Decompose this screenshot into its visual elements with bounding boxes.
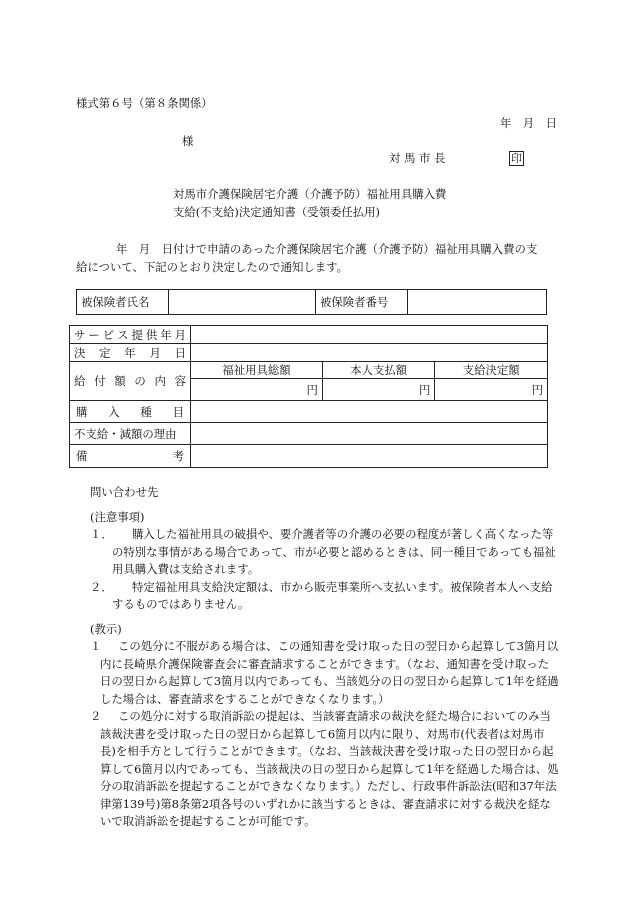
contact-label: 問い合わせ先 — [90, 485, 159, 499]
yen-unit: 円 — [306, 382, 318, 397]
seal-text: 印 — [511, 152, 522, 165]
instruction-text: この処分に不服がある場合は、この通知書を受け取った日の翌日から起算して3箇月以内に長崎県介護保険審査会に審査請求することができます。（なお、通知書を受け取った日の翌日から起算して3箇月以内であっても、当該処分の日の翌日から起算して1年を経過した場合は、審査請求をすることができなくなります。） — [100, 639, 559, 706]
insured-number-field[interactable] — [408, 290, 547, 315]
note-item-2 — [90, 579, 560, 614]
col-decided-header: 支給決定額 — [435, 362, 548, 379]
seal-mark — [509, 151, 524, 166]
item-field[interactable] — [191, 401, 548, 423]
yen-unit: 円 — [419, 382, 431, 397]
instruction-text: この処分に対する取消訴訟の提起は、当該審査請求の裁決を経た場合においてのみ当該裁決書を受け取った日の翌日から起算して6箇月以内に限り、対馬市(代表者は対馬市長)を相手方として行うことができます。（なお、当該裁決書を受け取った日の翌日から起算して6箇月以内であっても、当該裁決の日の翌日から起算して1年を経過した場合は、処分の取消訴訟を提起することができなくなります。）ただし、行政事件訴訟法(昭和37年法律第139号)第8条第2項各号のいずれかに該当するときは、審査請求に対する裁決を経ないで取消訴訟を提起することが可能です。 — [100, 709, 559, 828]
benefit-table — [69, 325, 548, 468]
total-amount-field[interactable] — [191, 379, 323, 401]
insured-name-field[interactable] — [169, 290, 316, 315]
reason-label: 不支給・減額の理由 — [70, 423, 191, 445]
service-date-field[interactable] — [191, 326, 548, 344]
item-label: 購入種目 — [70, 401, 191, 423]
note-number: １． — [90, 527, 113, 541]
note-text: 特定福祉用具支給決定額は、市から販売事業所へ支払います。被保険者本人へ支給するものではありません。 — [112, 579, 553, 611]
document-title-line1: 対馬市介護保険居宅介護（介護予防）福祉用具購入費 — [173, 187, 447, 201]
instruction-list — [90, 638, 560, 831]
instruction-item-2 — [90, 708, 560, 831]
instruction-heading: (教示) — [90, 622, 122, 636]
service-date-label: サービス提供年月 — [70, 326, 191, 344]
date-line: 年 月 日 — [500, 116, 557, 130]
note-item-1 — [90, 526, 560, 579]
form-number: 様式第６号（第８条関係） — [76, 96, 213, 110]
remarks-field[interactable] — [191, 445, 548, 468]
insured-table — [76, 289, 547, 315]
decided-amount-field[interactable] — [435, 379, 548, 401]
insured-number-label: 被保険者番号 — [316, 290, 408, 315]
col-self-header: 本人支払額 — [322, 362, 435, 379]
reason-field[interactable] — [191, 423, 548, 445]
yen-unit: 円 — [531, 382, 543, 397]
col-total-header: 福祉用具総額 — [191, 362, 323, 379]
instruction-number: ２ — [90, 709, 102, 723]
intro-line1: 年 月 日付けで申請のあった介護保険居宅介護（介護予防）福祉用具購入費の支 — [116, 242, 538, 256]
self-amount-field[interactable] — [322, 379, 435, 401]
note-text: 購入した福祉用具の破損や、要介護者等の介護の必要の程度が著しく高くなった等の特別な事情がある場合であって、市が必要と認めるときは、同一種目であっても福祉用具購入費は支給されます。 — [112, 527, 556, 576]
intro-line2: 給について、下記のとおり決定したので通知します。 — [76, 260, 349, 274]
notes-list — [90, 526, 560, 614]
instruction-number: １ — [90, 639, 102, 653]
issuer-name: 対 馬 市 長 — [389, 151, 446, 165]
addressee-suffix: 様 — [182, 134, 194, 148]
insured-name-label: 被保険者氏名 — [77, 290, 169, 315]
document-title-line2: 支給(不支給)決定通知書（受領委任払用) — [173, 205, 380, 219]
instruction-item-1 — [90, 638, 560, 708]
notes-heading: (注意事項) — [90, 510, 145, 524]
note-number: ２． — [90, 579, 113, 594]
decision-date-field[interactable] — [191, 344, 548, 362]
decision-date-label: 決定年月日 — [70, 344, 191, 362]
remarks-label: 備考 — [70, 445, 191, 468]
payment-label: 給付額の内容 — [70, 362, 191, 401]
